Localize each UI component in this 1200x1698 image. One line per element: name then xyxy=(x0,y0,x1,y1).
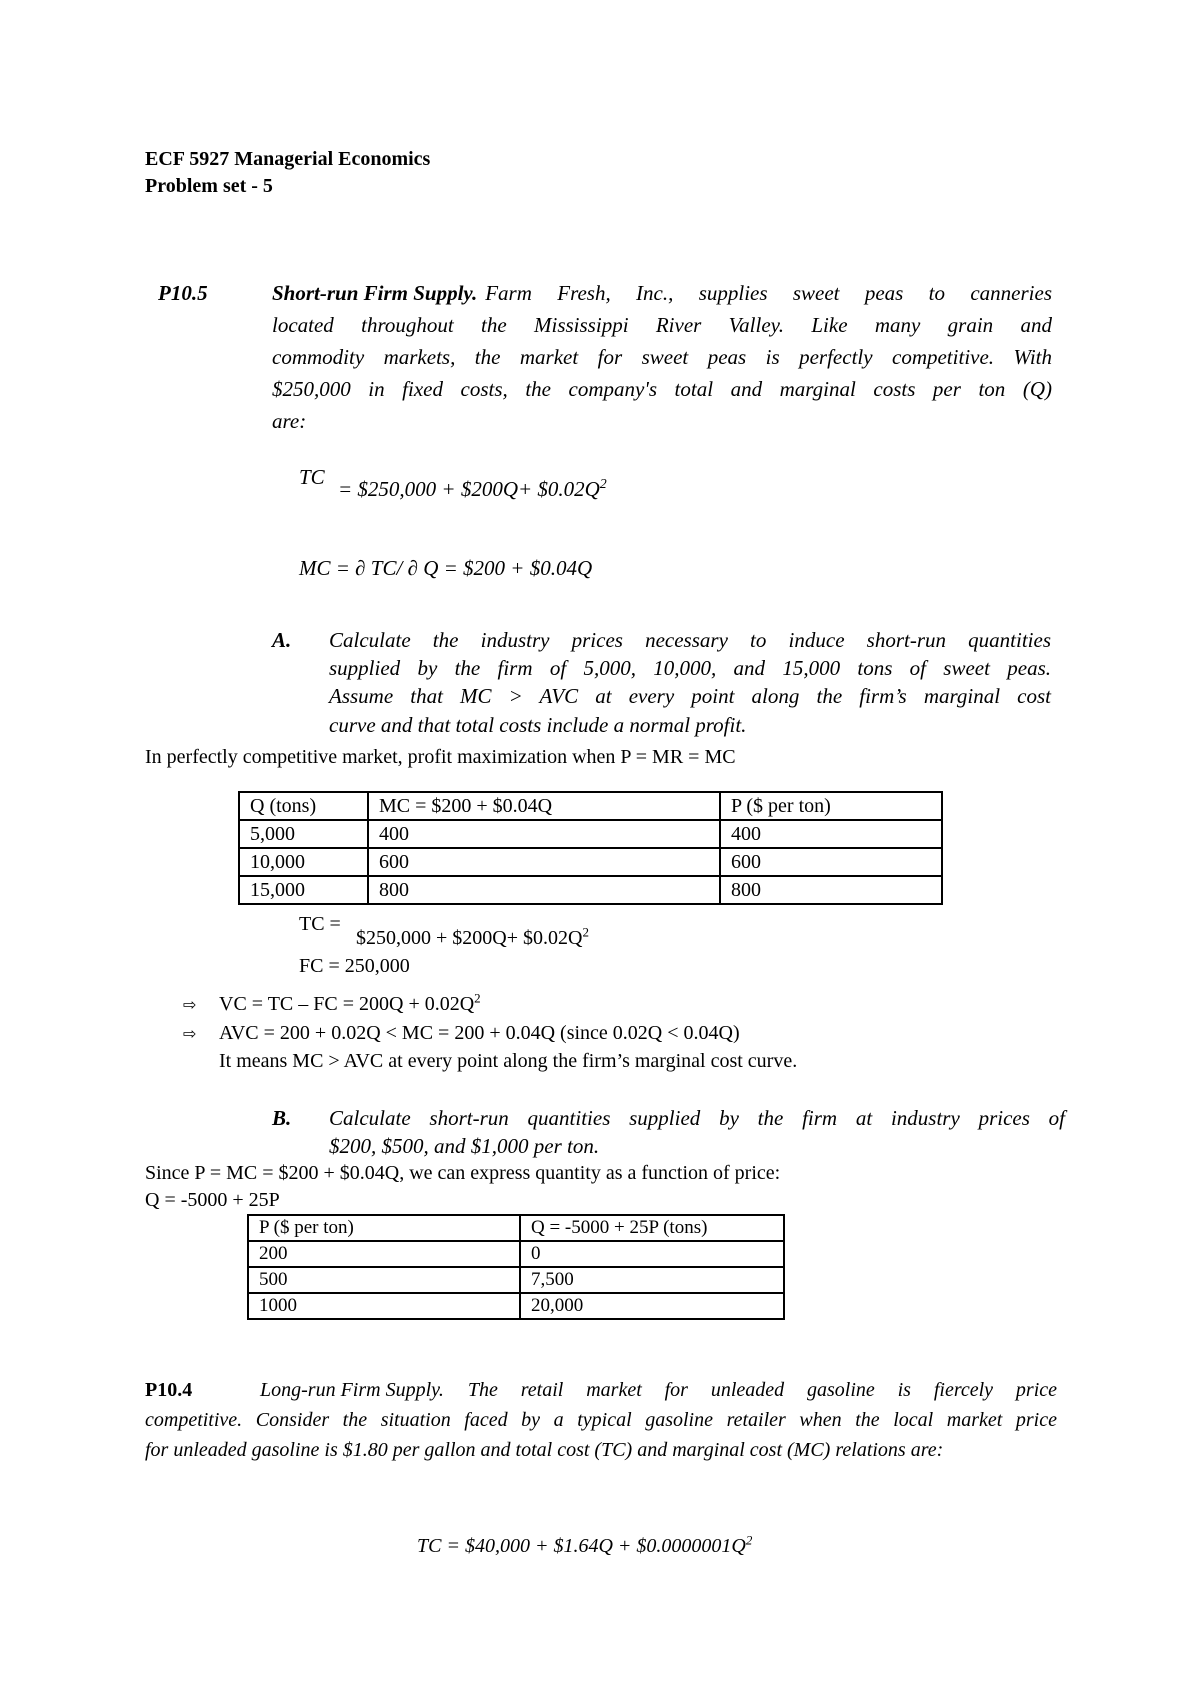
vc-line xyxy=(183,992,481,1016)
table-cell: 400 xyxy=(368,820,720,848)
p10-4-text-line-1: The retail market for unleaded gasoline is fiercely price xyxy=(467,1379,1057,1401)
arrow-right-icon: ⇨ xyxy=(183,1024,197,1043)
p10-5-text-line-2: located throughout the Mississippi River Valley. Like many grain and xyxy=(272,313,1052,337)
part-b-label: B. xyxy=(272,1106,292,1130)
table-cell: 600 xyxy=(720,848,942,876)
course-title: ECF 5927 Managerial Economics xyxy=(145,148,431,170)
p10-5-first-line xyxy=(272,281,1052,306)
part-b-answer-2: Q = -5000 + 25P xyxy=(145,1189,280,1211)
table-header-cell: Q (tons) xyxy=(239,792,368,820)
table-row xyxy=(248,1293,784,1319)
table-cell: 600 xyxy=(368,848,720,876)
avc-equation: AVC = 200 + 0.02Q < MC = 200 + 0.04Q (since 0.02Q < 0.04Q) xyxy=(219,1022,740,1044)
table-header-cell: P ($ per ton) xyxy=(248,1215,520,1241)
table-header-row xyxy=(239,792,942,820)
tc-equation-italic: = $250,000 + $200Q+ $\$0.02Q^2$ xyxy=(338,476,607,501)
problem-label-p10-4: P10.4 xyxy=(145,1379,193,1401)
p10-5-text-line-4: $250,000 in fixed costs, the company's total and marginal costs per ton (Q) xyxy=(272,377,1052,401)
p10-4-heading: Long-run Firm Supply. xyxy=(260,1379,444,1401)
fc-equation: FC = 250,000 xyxy=(299,955,410,977)
table-header-cell: MC = $200 + $0.04Q xyxy=(368,792,720,820)
quantity-table xyxy=(247,1214,785,1320)
table-cell: 20,000 xyxy=(520,1293,784,1319)
part-a-line-2: supplied by the firm of 5,000, 10,000, and 15,000 tons of sweet peas. xyxy=(329,656,1051,680)
part-a-line-1: Calculate the industry prices necessary to induce short-run quantities xyxy=(329,628,1051,652)
p10-5-text-line-3: commodity markets, the market for sweet peas is perfectly competitive. With xyxy=(272,345,1052,369)
part-b-line-1: Calculate short-run quantities supplied by the firm at industry prices of xyxy=(329,1106,1065,1130)
mc-equation: MC = ∂ TC/ ∂ Q = $200 + $0.04Q xyxy=(299,556,593,580)
vc-equation: VC = TC – FC = $200Q + 0.02Q^2$ xyxy=(219,990,481,1015)
tc-label: TC = xyxy=(299,913,341,935)
part-a-line-3: Assume that MC > AVC at every point along the firm’s marginal cost xyxy=(329,684,1051,708)
problem-label-p10-5: P10.5 xyxy=(158,281,208,305)
table-row xyxy=(248,1241,784,1267)
tc-equation: $250,000 + $200Q+ $\$0.02Q^2$ xyxy=(356,924,589,949)
mc-price-table xyxy=(238,791,943,905)
table-cell: 1000 xyxy=(248,1293,520,1319)
table-row xyxy=(239,820,942,848)
part-a-answer-intro: In perfectly competitive market, profit maximization when P = MR = MC xyxy=(145,746,736,768)
part-a-label: A. xyxy=(272,628,292,652)
table-row xyxy=(248,1267,784,1293)
table-cell: 15,000 xyxy=(239,876,368,904)
p10-4-tc-equation: TC = $40,000 + $1.64Q + $\$0.0000001Q^2$ xyxy=(417,1532,753,1557)
table-row xyxy=(239,876,942,904)
tc-label-italic: TC xyxy=(299,465,325,489)
table-header-cell: Q = -5000 + 25P (tons) xyxy=(520,1215,784,1241)
part-b-line-2: $200, $500, and $1,000 per ton. xyxy=(329,1134,600,1158)
table-cell: 5,000 xyxy=(239,820,368,848)
p10-5-heading: Short-run Firm Supply. xyxy=(272,281,478,305)
arrow-right-icon: ⇨ xyxy=(183,995,197,1014)
table-cell: 800 xyxy=(720,876,942,904)
table-cell: 0 xyxy=(520,1241,784,1267)
part-b-answer-1: Since P = MC = $200 + $0.04Q, we can express quantity as a function of price: xyxy=(145,1162,781,1184)
table-cell: 200 xyxy=(248,1241,520,1267)
p10-4-text-line-3: for unleaded gasoline is $1.80 per gallon and total cost (TC) and marginal cost (MC) relations are: xyxy=(145,1439,944,1461)
p10-5-text-line-1: Farm Fresh, Inc., supplies sweet peas to canneries xyxy=(485,281,1052,305)
table-cell: 500 xyxy=(248,1267,520,1293)
part-a-conclusion: It means MC > AVC at every point along the firm’s marginal cost curve. xyxy=(219,1050,798,1072)
table-cell: 400 xyxy=(720,820,942,848)
p10-4-first-line xyxy=(260,1378,1057,1402)
table-cell: 800 xyxy=(368,876,720,904)
table-header-row xyxy=(248,1215,784,1241)
table-row xyxy=(239,848,942,876)
part-a-line-4: curve and that total costs include a normal profit. xyxy=(329,713,747,737)
table-cell: 7,500 xyxy=(520,1267,784,1293)
p10-5-text-line-5: are: xyxy=(272,409,307,433)
avc-line xyxy=(183,1021,740,1045)
problem-set-title: Problem set - 5 xyxy=(145,175,273,197)
table-cell: 10,000 xyxy=(239,848,368,876)
p10-4-text-line-2: competitive. Consider the situation faced by a typical gasoline retailer when the local market price xyxy=(145,1409,1057,1431)
table-header-cell: P ($ per ton) xyxy=(720,792,942,820)
